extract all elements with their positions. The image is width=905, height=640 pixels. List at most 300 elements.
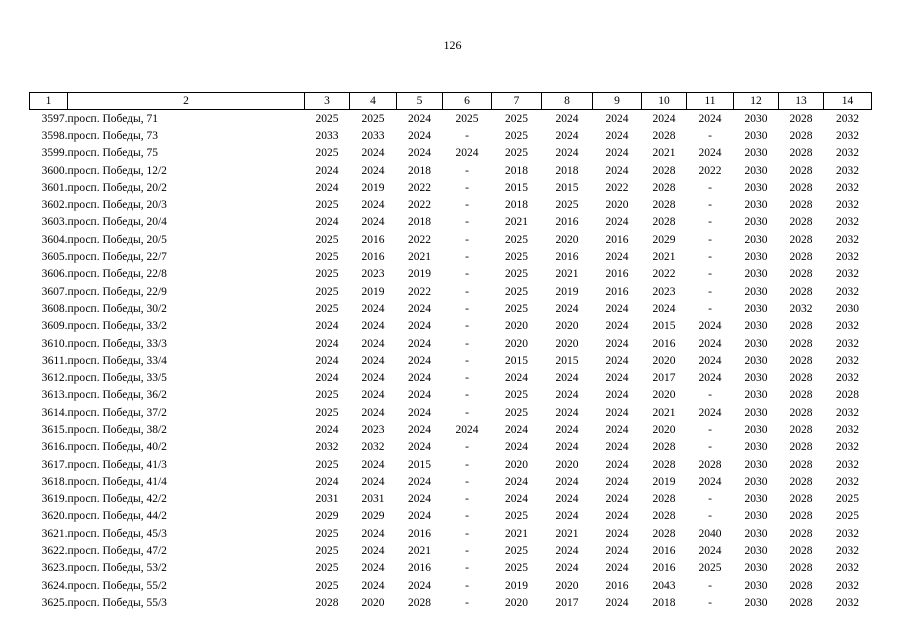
- col-5-cell: 2022: [408, 233, 431, 246]
- col-11-cell: -: [708, 216, 712, 229]
- col-6-cell: -: [465, 510, 469, 523]
- col-14-cell: 2030: [836, 302, 859, 315]
- col-13-cell: 2028: [789, 320, 813, 333]
- col-7-cell: 2024: [505, 493, 528, 506]
- col-13-cell: 2028: [789, 112, 813, 125]
- col-12-cell: 2030: [744, 199, 768, 212]
- col-10-cell: 2043: [652, 579, 676, 592]
- col-14-cell: 2032: [836, 164, 859, 177]
- address-cell: просп. Победы, 22/7: [67, 251, 167, 264]
- col-11-cell: 2024: [698, 354, 722, 367]
- column-number-header: [30, 93, 872, 110]
- col-6-cell: -: [465, 216, 469, 229]
- col-5-cell: 2018: [408, 164, 431, 177]
- col-3-cell: 2025: [315, 233, 339, 246]
- table-row: [30, 283, 872, 300]
- table-row: [30, 387, 872, 404]
- col-14-cell: 2028: [836, 389, 859, 402]
- col-14-cell: 2032: [836, 129, 859, 142]
- col-8-cell: 2021: [555, 268, 579, 281]
- row-number-cell: 3624.: [41, 579, 68, 592]
- col-13-cell: 2028: [789, 233, 813, 246]
- col-8-cell: 2024: [555, 493, 579, 506]
- col-4-cell: 2033: [361, 129, 385, 142]
- col-13-cell: 2032: [789, 302, 813, 315]
- col-12-cell: 2030: [744, 112, 768, 125]
- address-cell: просп. Победы, 55/3: [67, 596, 167, 609]
- col-4-cell: 2016: [361, 251, 385, 264]
- col-7-cell: 2025: [505, 406, 528, 419]
- col-9-cell: 2024: [605, 527, 629, 540]
- col-11-cell: 2024: [698, 147, 722, 160]
- row-number-cell: 3600.: [41, 164, 68, 177]
- col-6-cell: -: [465, 199, 469, 212]
- col-4-cell: 2024: [361, 216, 385, 229]
- col-4-cell: 2029: [361, 510, 385, 523]
- col-4-cell: 2019: [361, 285, 385, 298]
- col-7-cell: 2025: [505, 510, 528, 523]
- col-12-cell: 2030: [744, 458, 768, 471]
- col-4-cell: 2024: [361, 527, 385, 540]
- col-13-cell: 2028: [789, 216, 813, 229]
- col-6-cell: -: [465, 372, 469, 385]
- col-11-cell: 2025: [698, 562, 722, 575]
- col-13-cell: 2028: [789, 510, 813, 523]
- table-row: [30, 110, 872, 128]
- col-11-cell: 2022: [698, 164, 722, 177]
- col-4-cell: 2023: [361, 423, 385, 436]
- table-row: [30, 318, 872, 335]
- col-5-cell: 2022: [408, 285, 431, 298]
- col-4-cell: 2024: [361, 545, 385, 558]
- col-12-cell: 2030: [744, 354, 768, 367]
- col-12-cell: 2030: [744, 579, 768, 592]
- col-6-cell: -: [465, 389, 469, 402]
- address-cell: просп. Победы, 20/4: [67, 216, 167, 229]
- col-3-cell: 2025: [315, 251, 339, 264]
- col-8-cell: 2024: [555, 510, 579, 523]
- col-8-cell: 2017: [555, 596, 579, 609]
- col-14-cell: 2032: [836, 596, 859, 609]
- col-14-cell: 2032: [836, 147, 859, 160]
- col-9-cell: 2024: [605, 441, 629, 454]
- col-14-cell: 2032: [836, 441, 859, 454]
- schedule-table: [29, 92, 872, 612]
- col-12-cell: 2030: [744, 562, 768, 575]
- col-7-cell: 2025: [505, 268, 528, 281]
- col-9-cell: 2024: [605, 458, 629, 471]
- address-cell: просп. Победы, 36/2: [67, 389, 167, 402]
- col-5-cell: 2024: [408, 112, 431, 125]
- col-12-cell: 2030: [744, 596, 768, 609]
- col-6-cell: -: [465, 181, 469, 194]
- col-13-cell: 2028: [789, 579, 813, 592]
- col-13-cell: 2028: [789, 475, 813, 488]
- col-4-cell: 2024: [361, 389, 385, 402]
- col-7-cell: 2021: [505, 216, 528, 229]
- col-3-cell: 2024: [315, 216, 339, 229]
- col-14-cell: 2032: [836, 562, 859, 575]
- col-13-cell: 2028: [789, 199, 813, 212]
- table-row: [30, 352, 872, 369]
- col-10-cell: 2028: [652, 181, 676, 194]
- col-8-cell: 2024: [555, 423, 579, 436]
- address-cell: просп. Победы, 20/2: [67, 181, 167, 194]
- col-9-cell: 2024: [605, 112, 629, 125]
- col-5-cell: 2024: [408, 406, 431, 419]
- row-number-cell: 3619.: [41, 493, 68, 506]
- row-number-cell: 3599.: [41, 147, 68, 160]
- col-3-cell: 2024: [315, 337, 339, 350]
- col-13-cell: 2028: [789, 251, 813, 264]
- row-number-cell: 3617.: [41, 458, 68, 471]
- col-14-cell: 2032: [836, 181, 859, 194]
- col-6-cell: -: [465, 458, 469, 471]
- row-number-cell: 3611.: [42, 354, 68, 367]
- col-3-cell: 2024: [315, 320, 339, 333]
- column-header-7: 7: [492, 93, 542, 110]
- col-7-cell: 2018: [505, 199, 528, 212]
- col-5-cell: 2024: [408, 129, 431, 142]
- col-11-cell: -: [708, 441, 712, 454]
- col-12-cell: 2030: [744, 389, 768, 402]
- col-9-cell: 2024: [605, 251, 629, 264]
- col-8-cell: 2020: [555, 320, 579, 333]
- table-row: [30, 266, 872, 283]
- col-12-cell: 2030: [744, 164, 768, 177]
- table-row: [30, 473, 872, 490]
- col-7-cell: 2025: [505, 112, 528, 125]
- col-12-cell: 2030: [744, 372, 768, 385]
- col-13-cell: 2028: [789, 596, 813, 609]
- col-11-cell: -: [708, 510, 712, 523]
- col-13-cell: 2028: [789, 423, 813, 436]
- address-cell: просп. Победы, 73: [67, 129, 158, 142]
- col-11-cell: 2024: [698, 337, 722, 350]
- table-row: [30, 335, 872, 352]
- col-4-cell: 2024: [361, 458, 385, 471]
- col-11-cell: -: [708, 129, 712, 142]
- col-3-cell: 2025: [315, 562, 339, 575]
- col-13-cell: 2028: [789, 372, 813, 385]
- col-7-cell: 2024: [505, 441, 528, 454]
- col-4-cell: 2024: [361, 302, 385, 315]
- col-6-cell: -: [465, 545, 469, 558]
- col-10-cell: 2029: [652, 233, 676, 246]
- column-header-13: 13: [779, 93, 824, 110]
- col-13-cell: 2028: [789, 129, 813, 142]
- col-4-cell: 2032: [361, 441, 385, 454]
- col-11-cell: -: [708, 596, 712, 609]
- col-3-cell: 2025: [315, 527, 339, 540]
- address-cell: просп. Победы, 45/3: [67, 527, 167, 540]
- col-9-cell: 2024: [605, 147, 629, 160]
- col-4-cell: 2025: [361, 112, 385, 125]
- table-row: [30, 577, 872, 594]
- col-13-cell: 2028: [789, 389, 813, 402]
- col-6-cell: -: [465, 579, 469, 592]
- col-6-cell: -: [465, 562, 469, 575]
- table-row: [30, 214, 872, 231]
- col-9-cell: 2024: [605, 475, 629, 488]
- col-9-cell: 2024: [605, 216, 629, 229]
- column-header-9: 9: [593, 93, 642, 110]
- col-14-cell: 2032: [836, 354, 859, 367]
- col-11-cell: -: [708, 251, 712, 264]
- col-5-cell: 2024: [408, 510, 431, 523]
- col-7-cell: 2020: [505, 596, 528, 609]
- col-13-cell: 2028: [789, 441, 813, 454]
- col-9-cell: 2024: [605, 164, 629, 177]
- col-13-cell: 2028: [789, 164, 813, 177]
- col-12-cell: 2030: [744, 251, 768, 264]
- col-10-cell: 2028: [652, 129, 676, 142]
- col-12-cell: 2030: [744, 423, 768, 436]
- row-number-cell: 3609.: [41, 320, 68, 333]
- col-14-cell: 2032: [836, 251, 859, 264]
- col-10-cell: 2016: [652, 545, 676, 558]
- address-cell: просп. Победы, 53/2: [67, 562, 167, 575]
- column-header-10: 10: [642, 93, 687, 110]
- col-12-cell: 2030: [744, 475, 768, 488]
- table-row: [30, 179, 872, 196]
- col-6-cell: -: [465, 320, 469, 333]
- column-header-3: 3: [305, 93, 350, 110]
- col-14-cell: 2032: [836, 406, 859, 419]
- col-10-cell: 2021: [652, 147, 676, 160]
- col-10-cell: 2020: [652, 389, 676, 402]
- col-8-cell: 2024: [555, 441, 579, 454]
- table-row: [30, 491, 872, 508]
- table-row: [30, 127, 872, 144]
- row-number-cell: 3618.: [41, 475, 68, 488]
- address-cell: просп. Победы, 38/2: [67, 423, 167, 436]
- col-10-cell: 2019: [652, 475, 676, 488]
- table-row: [30, 145, 872, 162]
- col-4-cell: 2024: [361, 199, 385, 212]
- col-12-cell: 2030: [744, 510, 768, 523]
- col-4-cell: 2031: [361, 493, 385, 506]
- address-cell: просп. Победы, 40/2: [67, 441, 167, 454]
- col-4-cell: 2024: [361, 372, 385, 385]
- table-row: [30, 369, 872, 386]
- address-cell: просп. Победы, 41/3: [67, 458, 167, 471]
- col-14-cell: 2032: [836, 199, 859, 212]
- table-row: [30, 525, 872, 542]
- col-9-cell: 2020: [605, 199, 629, 212]
- col-4-cell: 2024: [361, 562, 385, 575]
- col-8-cell: 2015: [555, 354, 579, 367]
- table-row: [30, 196, 872, 213]
- col-7-cell: 2025: [505, 389, 528, 402]
- col-7-cell: 2025: [505, 251, 528, 264]
- col-8-cell: 2020: [555, 233, 579, 246]
- row-number-cell: 3623.: [41, 562, 68, 575]
- col-7-cell: 2025: [505, 147, 528, 160]
- col-3-cell: 2025: [315, 406, 339, 419]
- col-8-cell: 2015: [555, 181, 579, 194]
- col-8-cell: 2020: [555, 337, 579, 350]
- col-9-cell: 2022: [605, 181, 629, 194]
- col-9-cell: 2024: [605, 129, 629, 142]
- col-6-cell: -: [465, 129, 469, 142]
- col-10-cell: 2028: [652, 458, 676, 471]
- col-7-cell: 2025: [505, 302, 528, 315]
- col-13-cell: 2028: [789, 285, 813, 298]
- address-cell: просп. Победы, 44/2: [67, 510, 167, 523]
- col-14-cell: 2032: [836, 527, 859, 540]
- col-5-cell: 2021: [408, 251, 431, 264]
- address-cell: просп. Победы, 20/3: [67, 199, 167, 212]
- col-7-cell: 2024: [505, 475, 528, 488]
- row-number-cell: 3612.: [41, 372, 68, 385]
- table-row: [30, 508, 872, 525]
- col-10-cell: 2023: [652, 285, 676, 298]
- col-3-cell: 2028: [315, 596, 339, 609]
- col-5-cell: 2024: [408, 441, 431, 454]
- col-6-cell: -: [465, 527, 469, 540]
- col-13-cell: 2028: [789, 545, 813, 558]
- col-3-cell: 2024: [315, 181, 339, 194]
- col-13-cell: 2028: [789, 268, 813, 281]
- col-14-cell: 2032: [836, 458, 859, 471]
- row-number-cell: 3614.: [41, 406, 68, 419]
- col-12-cell: 2030: [744, 181, 768, 194]
- col-13-cell: 2028: [789, 458, 813, 471]
- address-cell: просп. Победы, 37/2: [67, 406, 167, 419]
- col-7-cell: 2021: [505, 527, 528, 540]
- col-5-cell: 2019: [408, 268, 431, 281]
- col-12-cell: 2030: [744, 233, 768, 246]
- table-row: [30, 248, 872, 265]
- col-11-cell: 2024: [698, 372, 722, 385]
- col-10-cell: 2022: [652, 268, 676, 281]
- table-row: [30, 542, 872, 559]
- col-7-cell: 2025: [505, 562, 528, 575]
- col-11-cell: 2028: [698, 458, 722, 471]
- row-number-cell: 3606.: [41, 268, 68, 281]
- col-8-cell: 2024: [555, 389, 579, 402]
- col-13-cell: 2028: [789, 181, 813, 194]
- address-cell: просп. Победы, 22/8: [67, 268, 167, 281]
- column-header-14: 14: [824, 93, 872, 110]
- col-9-cell: 2016: [605, 268, 629, 281]
- col-13-cell: 2028: [789, 147, 813, 160]
- col-10-cell: 2028: [652, 527, 676, 540]
- row-number-cell: 3601.: [41, 181, 68, 194]
- col-12-cell: 2030: [744, 441, 768, 454]
- col-8-cell: 2021: [555, 527, 579, 540]
- col-8-cell: 2024: [555, 562, 579, 575]
- col-11-cell: -: [708, 233, 712, 246]
- col-14-cell: 2032: [836, 320, 859, 333]
- table-row: [30, 439, 872, 456]
- col-5-cell: 2016: [408, 562, 431, 575]
- col-11-cell: 2024: [698, 112, 722, 125]
- col-7-cell: 2024: [505, 372, 528, 385]
- col-4-cell: 2020: [361, 596, 385, 609]
- col-5-cell: 2024: [408, 423, 431, 436]
- address-cell: просп. Победы, 75: [67, 147, 158, 160]
- col-10-cell: 2024: [652, 302, 676, 315]
- col-9-cell: 2024: [605, 302, 629, 315]
- col-11-cell: 2024: [698, 406, 722, 419]
- col-8-cell: 2024: [555, 147, 579, 160]
- row-number-cell: 3608.: [41, 302, 68, 315]
- col-8-cell: 2018: [555, 164, 579, 177]
- col-10-cell: 2028: [652, 441, 676, 454]
- table-row: [30, 456, 872, 473]
- col-14-cell: 2032: [836, 372, 859, 385]
- col-4-cell: 2024: [361, 337, 385, 350]
- address-cell: просп. Победы, 33/2: [67, 320, 167, 333]
- col-4-cell: 2024: [361, 147, 385, 160]
- col-7-cell: 2018: [505, 164, 528, 177]
- col-8-cell: 2016: [555, 251, 579, 264]
- col-14-cell: 2032: [836, 475, 859, 488]
- col-6-cell: 2025: [455, 112, 479, 125]
- col-11-cell: -: [708, 423, 712, 436]
- address-cell: просп. Победы, 55/2: [67, 579, 167, 592]
- address-cell: просп. Победы, 33/4: [67, 354, 167, 367]
- col-12-cell: 2030: [744, 147, 768, 160]
- col-7-cell: 2015: [505, 181, 528, 194]
- col-9-cell: 2024: [605, 372, 629, 385]
- col-14-cell: 2032: [836, 268, 859, 281]
- col-4-cell: 2024: [361, 406, 385, 419]
- col-3-cell: 2024: [315, 372, 339, 385]
- col-11-cell: -: [708, 493, 712, 506]
- table-row: [30, 404, 872, 421]
- col-3-cell: 2032: [315, 441, 339, 454]
- column-header-4: 4: [350, 93, 397, 110]
- col-8-cell: 2024: [555, 406, 579, 419]
- col-10-cell: 2020: [652, 354, 676, 367]
- col-11-cell: -: [708, 285, 712, 298]
- col-10-cell: 2021: [652, 406, 676, 419]
- col-9-cell: 2024: [605, 493, 629, 506]
- col-11-cell: -: [708, 389, 712, 402]
- col-4-cell: 2024: [361, 320, 385, 333]
- col-7-cell: 2015: [505, 354, 528, 367]
- col-4-cell: 2024: [361, 475, 385, 488]
- address-cell: просп. Победы, 33/3: [67, 337, 167, 350]
- col-4-cell: 2023: [361, 268, 385, 281]
- col-6-cell: -: [465, 406, 469, 419]
- col-9-cell: 2024: [605, 320, 629, 333]
- col-10-cell: 2016: [652, 562, 676, 575]
- col-7-cell: 2020: [505, 337, 528, 350]
- address-cell: просп. Победы, 30/2: [67, 302, 167, 315]
- row-number-cell: 3625.: [41, 596, 68, 609]
- col-11-cell: 2024: [698, 475, 722, 488]
- col-8-cell: 2025: [555, 199, 579, 212]
- table-row: [30, 231, 872, 248]
- table-body: [30, 110, 872, 612]
- col-6-cell: -: [465, 475, 469, 488]
- col-8-cell: 2020: [555, 458, 579, 471]
- col-4-cell: 2019: [361, 181, 385, 194]
- column-header-8: 8: [542, 93, 593, 110]
- row-number-cell: 3604.: [41, 233, 68, 246]
- col-3-cell: 2025: [315, 579, 339, 592]
- col-8-cell: 2024: [555, 112, 579, 125]
- col-3-cell: 2025: [315, 545, 339, 558]
- col-6-cell: -: [465, 337, 469, 350]
- row-number-cell: 3621.: [41, 527, 68, 540]
- table-row: [30, 162, 872, 179]
- row-number-cell: 3602.: [41, 199, 68, 212]
